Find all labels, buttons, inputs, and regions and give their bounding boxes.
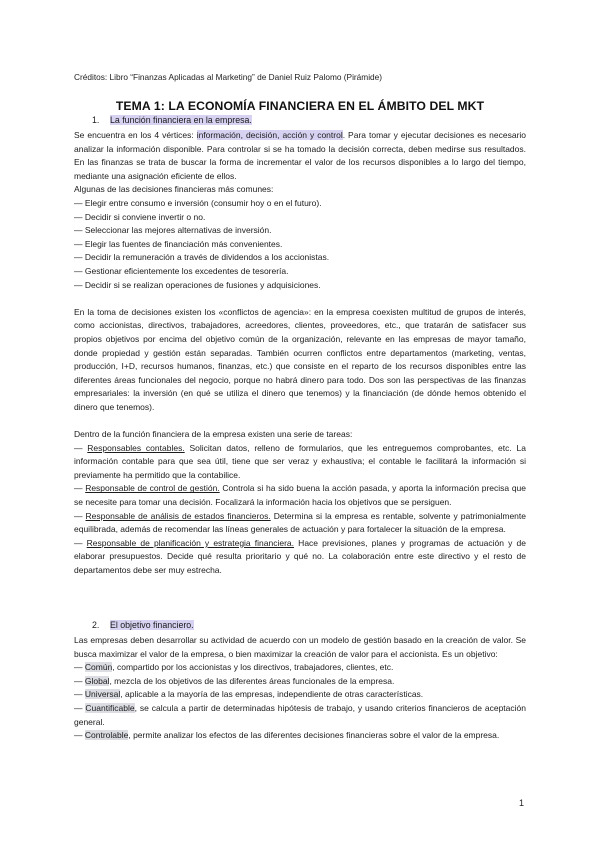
section-1-number: 1.: [92, 115, 100, 125]
list-item: — Decidir si conviene invertir o no.: [74, 211, 206, 222]
list-item: — Decidir si se realizan operaciones de fusiones y adquisiciones.: [74, 279, 321, 290]
task-name: Responsables contables.: [87, 442, 185, 453]
objective-text: , se calcula a partir de determinadas hipótesis de trabajo, y usando criterios financieros de aceptación general.: [74, 702, 526, 727]
credits-line: Créditos: Libro “Finanzas Aplicadas al Marketing” de Daniel Ruiz Palomo (Pirámide): [74, 72, 383, 82]
section-1-body: [74, 129, 526, 578]
task-name: Responsable de planificación y estrategia financiera.: [86, 537, 295, 548]
intro-rest: . Para tomar y ejecutar decisiones es necesario analizar la información disponible. Para controlar si se ha tomado la decisión correcta, deben medirse sus resultados. En las finanzas se trata de buscar la forma de incrementar el valor de los recursos disponibles a lo largo del tiempo, mediante una asignación eficiente de ellos.: [74, 130, 527, 181]
section-1-heading: [92, 115, 252, 125]
vertices-highlight: información, decisión, acción y control: [196, 130, 343, 140]
task-item: [74, 482, 526, 509]
objective-term: Universal: [84, 689, 121, 700]
objective-text: , aplicable a la mayoría de las empresas, independiente de otras características.: [120, 689, 424, 700]
objective-text: , mezcla de los objetivos de las diferentes áreas funcionales de la empresa.: [109, 675, 395, 686]
objective-dash: —: [74, 675, 85, 686]
list-item: — Elegir las fuentes de financiación más convenientes.: [74, 238, 283, 249]
objective-dash: —: [74, 689, 85, 700]
objective-item: [74, 729, 526, 743]
task-item: [74, 510, 526, 537]
task-text: Hace previsiones, planes y programas de actuación y de elaborar presupuestos. Decide qué resulta prioritario y qué no. La colaboración entre este directivo y el resto de departamentos debe ser muy estrecha.: [74, 537, 526, 575]
task-name: Responsable de control de gestión.: [85, 483, 220, 494]
task-item: [74, 442, 526, 483]
task-dash: —: [74, 483, 86, 494]
objective-term: Cuantificable: [85, 702, 135, 713]
list-item: — Seleccionar las mejores alternativas de inversión.: [74, 225, 272, 236]
objective-dash: —: [74, 662, 85, 673]
intro-start: Se encuentra en los 4 vértices:: [74, 130, 197, 140]
objective-item: [74, 661, 526, 675]
objective-text: , permite analizar los efectos de las diferentes decisiones financieras sobre el valor de la empresa.: [128, 730, 500, 741]
task-dash: —: [74, 442, 88, 453]
objective-term: Global: [84, 675, 110, 686]
section-2-heading: [92, 620, 194, 630]
objective-item: [74, 675, 526, 689]
section-2-title: El objetivo financiero.: [110, 620, 194, 630]
task-item: [74, 537, 526, 578]
agency-conflicts-paragraph: En la toma de decisiones existen los «conflictos de agencia»: en la empresa coexisten multitud de grupos de interés, como accionistas, directivos, trabajadores, acreedores, clientes, proveedores, etc., que tratarán de satisfacer sus propios objetivos por encima del objetivo común de la organización, relevante en las empresas de mayor tamaño, donde propiedad y gestión están separadas. También ocurren conflictos entre departamentos (marketing, ventas, producción, I+D, recursos humanos, finanzas, etc.) que consiste en el reparto de los recursos disponibles entre las diferentes áreas funcionales del negocio, porque no habrá dinero para todo. Dos son las perspectivas de las finanzas empresariales: la inversión (en qué se utiliza el dinero que tenemos) y la financiación (de dónde hemos obtenido el dinero que tenemos).: [74, 306, 526, 412]
task-dash: —: [74, 537, 87, 548]
page-number: 1: [519, 798, 525, 808]
list-item: — Elegir entre consumo e inversión (consumir hoy o en el futuro).: [74, 197, 322, 208]
objective-text: , compartido por los accionistas y los directivos, trabajadores, clientes, etc.: [112, 662, 394, 673]
document-title: TEMA 1: LA ECONOMÍA FINANCIERA EN EL ÁMBITO DEL MKT: [115, 99, 485, 113]
objective-dash: —: [74, 730, 85, 741]
objective-item: [74, 702, 526, 729]
value-creation-paragraph: Las empresas deben desarrollar su actividad de acuerdo con un modelo de gestión basado en la creación de valor. Se busca maximizar el valor de la empresa, o bien maximizar la creación de valor para el accionista. Es un objetivo:: [74, 635, 526, 659]
tasks-intro: Dentro de la función financiera de la empresa existen una serie de tareas:: [74, 429, 353, 440]
intro-paragraph: [74, 129, 526, 183]
task-text: Determina si la empresa es rentable, solvente y patrimonialmente equilibrada, además de recomendar las líneas generales de actuación y para fortalecer la situación de la empresa.: [74, 510, 526, 535]
section-1-title: La función financiera en la empresa.: [110, 115, 252, 125]
list-item: — Gestionar eficientemente los excedentes de tesorería.: [74, 265, 289, 276]
task-name: Responsable de análisis de estados financieros.: [85, 510, 271, 521]
task-dash: —: [74, 510, 86, 521]
objective-term: Controlable: [84, 730, 129, 741]
list-item: — Decidir la remuneración a través de dividendos a los accionistas.: [74, 252, 330, 263]
section-2-number: 2.: [92, 620, 100, 630]
decisions-intro: Algunas de las decisiones financieras más comunes:: [74, 184, 274, 195]
task-text: Controla si ha sido buena la acción pasada, y aporta la información precisa que se necesite para tomar una decisión. Focalizará la información hacia los objetivos que se persiguen.: [74, 483, 526, 508]
objective-item: [74, 688, 526, 702]
task-text: Solicitan datos, relleno de formularios, que les entreguemos comprobantes, etc. La información contable para que sea útil, tiene que ser veraz y exhaustiva; el contable le facilitará la información si previamente ha permitido que la contabilice.: [74, 442, 526, 480]
section-2-body: [74, 634, 526, 743]
objective-dash: —: [74, 702, 86, 713]
objective-term: Común: [84, 662, 113, 673]
